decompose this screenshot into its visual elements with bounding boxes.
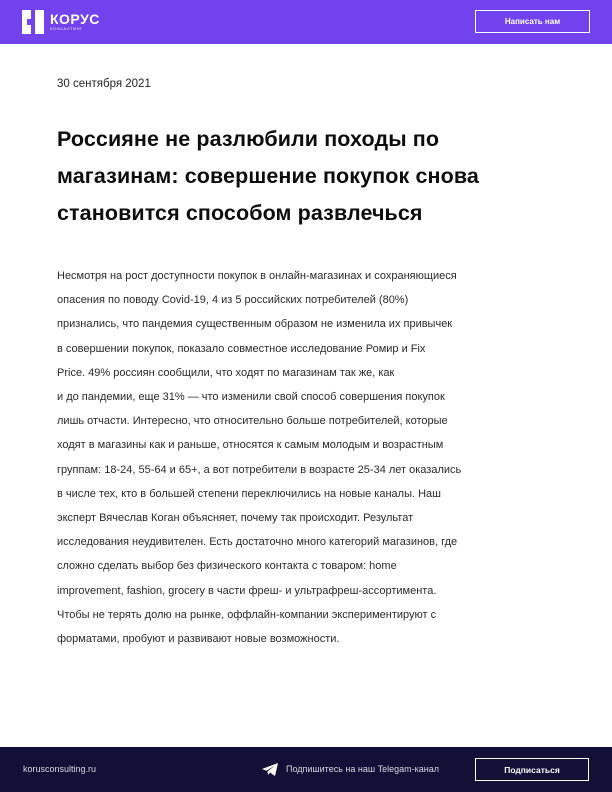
telegram-icon[interactable] bbox=[262, 763, 278, 776]
body-line: Price. 49% россиян сообщили, что ходят по магазинам так же, как bbox=[57, 366, 395, 379]
body-line: эксперт Вячеслав Коган объясняет, почему так происходит. Результат bbox=[57, 512, 414, 525]
korus-logo[interactable] bbox=[22, 10, 100, 34]
logo-subtitle: КОНСАЛТИНГ bbox=[50, 26, 83, 31]
body-line: форматами, пробуют и развивают новые возможности. bbox=[57, 633, 340, 646]
subscribe-button[interactable]: Подписаться bbox=[475, 758, 589, 781]
body-line: сложно сделать выбор без физического контакта с товаром: home bbox=[57, 560, 397, 573]
body-line: в совершении покупок, показало совместное исследование Ромир и Fix bbox=[57, 342, 426, 355]
body-line: опасения по поводу Covid-19, 4 из 5 российских потребителей (80%) bbox=[57, 294, 409, 307]
header bbox=[0, 0, 612, 44]
telegram-subscribe-text[interactable]: Подпишитесь на наш Telegam-канал bbox=[286, 764, 439, 774]
site-link[interactable]: korusconsulting.ru bbox=[23, 764, 97, 774]
body-line: лишь отчасти. Интересно, что относительно больше потребителей, которые bbox=[57, 415, 448, 428]
body-line: Несмотря на рост доступности покупок в онлайн-магазинах и сохраняющиеся bbox=[57, 270, 457, 282]
logo-name: КОРУС bbox=[50, 11, 100, 27]
body-line: Чтобы не терять долю на рынке, оффлайн-компании экспериментируют с bbox=[57, 608, 437, 621]
title-line: Россияне не разлюбили походы по bbox=[57, 127, 440, 151]
footer bbox=[0, 747, 612, 792]
body-line: исследования неудивителен. Есть достаточно много категорий магазинов, где bbox=[57, 536, 458, 549]
body-line: ходят в магазины как и раньше, относятся к самым молодым и возрастным bbox=[57, 439, 444, 452]
body-line: группам: 18-24, 55-64 и 65+, а вот потребители в возрасте 25-34 лет оказались bbox=[57, 463, 462, 476]
title-line: становится способом развлечься bbox=[57, 201, 423, 225]
body-line: в числе тех, кто в большей степени переключились на новые каналы. Наш bbox=[57, 487, 441, 500]
title-line: магазинам: совершение покупок снова bbox=[57, 164, 479, 188]
article-date: 30 сентября 2021 bbox=[57, 78, 151, 90]
korus-logo-icon bbox=[22, 10, 44, 34]
article-title bbox=[57, 121, 567, 232]
body-line: и до пандемии, еще 31% — что изменили свой способ совершения покупок bbox=[57, 391, 445, 404]
article-body bbox=[57, 264, 567, 651]
write-to-us-button[interactable]: Написать нам bbox=[475, 10, 590, 33]
body-line: improvement, fashion, grocery в части фреш- и ультрафреш-ассортимента. bbox=[57, 584, 437, 597]
body-line: признались, что пандемия существенным образом не изменила их привычек bbox=[57, 318, 453, 331]
